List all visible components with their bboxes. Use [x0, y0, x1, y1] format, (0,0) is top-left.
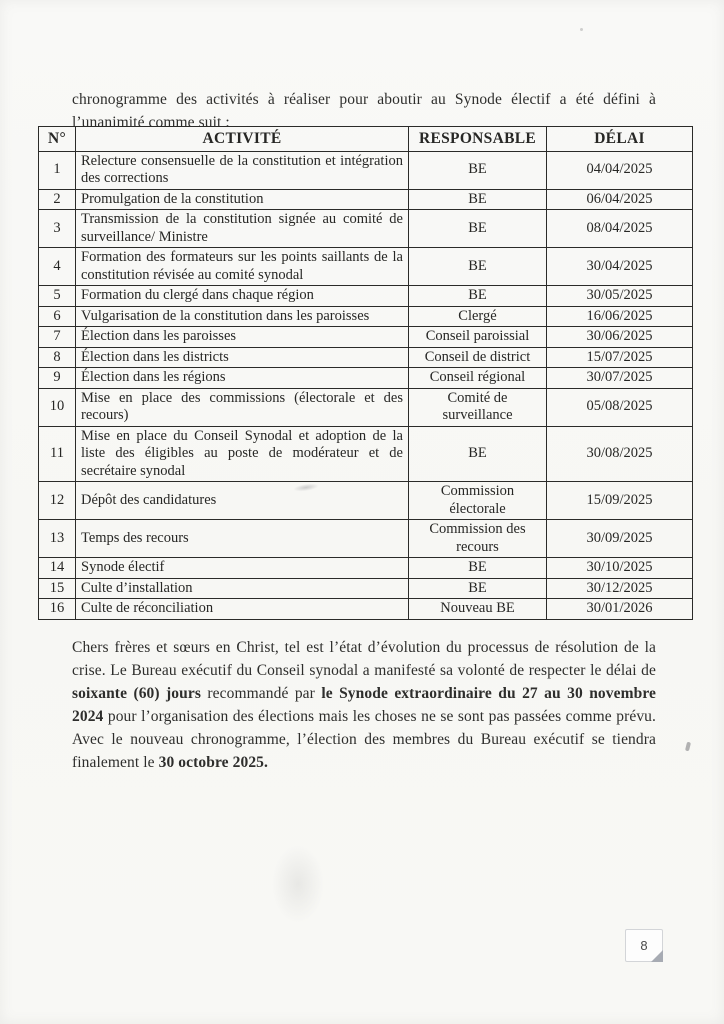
intro-paragraph: chronogramme des activités à réaliser pour aboutir au Synode électif a été défini à l’unanimité comme suit :	[72, 90, 656, 131]
row-number: 9	[39, 368, 76, 389]
table-row	[39, 189, 693, 210]
deadline-cell: 30/07/2025	[547, 368, 693, 389]
responsible-cell: Clergé	[409, 306, 547, 327]
responsible-cell: BE	[409, 558, 547, 579]
scan-artifact-speck-3	[580, 28, 583, 31]
row-number: 15	[39, 578, 76, 599]
deadline-cell: 30/06/2025	[547, 327, 693, 348]
responsible-cell: Commission électorale	[409, 482, 547, 520]
closing-bold-synode: le Synode extraordinaire du 27 au 30 novembre 2024	[72, 684, 657, 725]
header-number: N°	[39, 127, 76, 152]
row-number: 8	[39, 347, 76, 368]
closing-text-3: pour l’organisation des élections mais les choses ne se sont pas passées comme prévu. Avec le nouveau chronogramme, l’élection des membres du Bureau exécutif se tiendra finalement le	[72, 707, 656, 771]
deadline-cell: 30/10/2025	[547, 558, 693, 579]
row-number: 12	[39, 482, 76, 520]
responsible-cell: Comité de surveillance	[409, 388, 547, 426]
row-number: 13	[39, 520, 76, 558]
activity-cell: Formation des formateurs sur les points saillants de la constitution révisée au comité synodal	[76, 248, 409, 286]
closing-text-2: recommandé par	[201, 684, 322, 702]
deadline-cell: 15/07/2025	[547, 347, 693, 368]
table-header-row	[39, 127, 693, 152]
table-row	[39, 286, 693, 307]
header-responsible: RESPONSABLE	[409, 127, 547, 152]
deadline-cell: 30/09/2025	[547, 520, 693, 558]
row-number: 14	[39, 558, 76, 579]
table-row	[39, 368, 693, 389]
deadline-cell: 30/08/2025	[547, 426, 693, 482]
activity-cell: Élection dans les districts	[76, 347, 409, 368]
closing-paragraph	[72, 636, 656, 774]
scan-artifact-smudge-2	[272, 845, 324, 923]
activity-cell: Culte de réconciliation	[76, 599, 409, 620]
deadline-cell: 05/08/2025	[547, 388, 693, 426]
table-row	[39, 482, 693, 520]
row-number: 7	[39, 327, 76, 348]
deadline-cell: 30/04/2025	[547, 248, 693, 286]
activity-cell: Élection dans les régions	[76, 368, 409, 389]
row-number: 11	[39, 426, 76, 482]
deadline-cell: 30/01/2026	[547, 599, 693, 620]
responsible-cell: BE	[409, 578, 547, 599]
deadline-cell: 06/04/2025	[547, 189, 693, 210]
header-deadline: DÉLAI	[547, 127, 693, 152]
responsible-cell: Commission des recours	[409, 520, 547, 558]
row-number: 5	[39, 286, 76, 307]
table-row	[39, 520, 693, 558]
header-activity: ACTIVITÉ	[76, 127, 409, 152]
responsible-cell: BE	[409, 286, 547, 307]
responsible-cell: BE	[409, 248, 547, 286]
table-row	[39, 558, 693, 579]
table-row	[39, 347, 693, 368]
row-number: 4	[39, 248, 76, 286]
responsible-cell: Nouveau BE	[409, 599, 547, 620]
deadline-cell: 16/06/2025	[547, 306, 693, 327]
folded-corner-icon	[651, 950, 663, 962]
deadline-cell: 15/09/2025	[547, 482, 693, 520]
row-number: 16	[39, 599, 76, 620]
row-number: 1	[39, 151, 76, 189]
closing-bold-date: 30 octobre 2025.	[158, 753, 268, 771]
row-number: 10	[39, 388, 76, 426]
activity-cell: Promulgation de la constitution	[76, 189, 409, 210]
chronogram-table	[38, 126, 693, 620]
activity-cell: Vulgarisation de la constitution dans les paroisses	[76, 306, 409, 327]
table-row	[39, 248, 693, 286]
activity-cell: Mise en place des commissions (électorale et des recours)	[76, 388, 409, 426]
responsible-cell: BE	[409, 210, 547, 248]
responsible-cell: Conseil régional	[409, 368, 547, 389]
activity-cell: Synode électif	[76, 558, 409, 579]
deadline-cell: 04/04/2025	[547, 151, 693, 189]
deadline-cell: 30/12/2025	[547, 578, 693, 599]
table-row	[39, 599, 693, 620]
responsible-cell: BE	[409, 426, 547, 482]
table-row	[39, 426, 693, 482]
table-row	[39, 151, 693, 189]
responsible-cell: Conseil de district	[409, 347, 547, 368]
activity-cell: Temps des recours	[76, 520, 409, 558]
table-row	[39, 388, 693, 426]
scan-artifact-speck-1	[685, 742, 691, 752]
deadline-cell: 30/05/2025	[547, 286, 693, 307]
activity-cell: Transmission de la constitution signée au comité de surveillance/ Ministre	[76, 210, 409, 248]
page-number: 8	[640, 938, 648, 953]
row-number: 2	[39, 189, 76, 210]
row-number: 6	[39, 306, 76, 327]
deadline-cell: 08/04/2025	[547, 210, 693, 248]
row-number: 3	[39, 210, 76, 248]
activity-cell: Formation du clergé dans chaque région	[76, 286, 409, 307]
page-number-tab	[625, 929, 663, 962]
closing-text-1: Chers frères et sœurs en Christ, tel est l’état d’évolution du processus de résolution de la crise. Le Bureau exécutif du Conseil synodal a manifesté sa volonté de respecter le délai de	[72, 638, 656, 679]
responsible-cell: BE	[409, 189, 547, 210]
table-row	[39, 578, 693, 599]
activity-cell: Dépôt des candidatures	[76, 482, 409, 520]
activity-cell: Culte d’installation	[76, 578, 409, 599]
closing-bold-delay: soixante (60) jours	[72, 684, 201, 702]
activity-cell: Mise en place du Conseil Synodal et adoption de la liste des éligibles au poste de modérateur et de secrétaire synodal	[76, 426, 409, 482]
responsible-cell: BE	[409, 151, 547, 189]
activity-cell: Élection dans les paroisses	[76, 327, 409, 348]
activity-cell: Relecture consensuelle de la constitution et intégration des corrections	[76, 151, 409, 189]
table-row	[39, 327, 693, 348]
table-row	[39, 306, 693, 327]
table-row	[39, 210, 693, 248]
responsible-cell: Conseil paroissial	[409, 327, 547, 348]
